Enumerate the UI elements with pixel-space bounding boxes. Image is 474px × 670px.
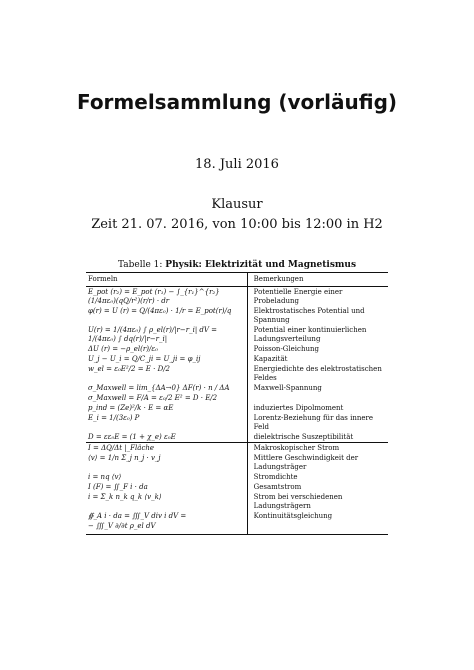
table-caption [0,260,474,270]
table-body-current [86,443,388,535]
formula-cell: p_ind = (Ze)²/k · E = αE [86,403,247,413]
remark-cell: Strom bei verschiedenen Ladungsträgern [253,493,343,510]
remark-cell: Potential einer kontinuierlichen Ladungsverteilung [253,326,367,343]
formula-cell: E_i = 1/(3ε₀) P [86,413,247,432]
table-row [86,511,388,521]
table-row [86,492,388,511]
table-body-electrostatics [86,287,388,443]
table-row [86,393,388,403]
formula-cell: w_el = ε₀E²/2 = E · D/2 [86,364,247,383]
table-row [86,306,388,325]
column-header-remarks: Bemerkungen [247,273,388,287]
table-row [86,403,388,413]
remark-cell: induziertes Dipolmoment [253,404,344,412]
document-date: 18. Juli 2016 [195,157,279,172]
formula-cell: U(r) = 1/(4πε₀) ∫ ρ_el(r)/|r−r_i| dV = 1/(4πε₀) ∫ dq(r)/|r−r_i| [86,325,247,344]
exam-label: Klausur [211,197,263,212]
table-row [86,354,388,364]
formula-cell: σ_Maxwell = F/A = ε₀/2 E² = D · E/2 [86,393,247,403]
formula-cell: E_pot (r₂) = E_pot (r₁) − ∫_{r₁}^{r₂} (1/4πε₀)(qQ/r²)(r/r) · dr [86,287,247,307]
table-row [86,453,388,472]
remark-cell: Elektrostatisches Potential und Spannung [253,307,365,324]
remark-cell: Kapazität [253,355,288,363]
remark-cell [247,393,388,403]
exam-time: Zeit 21. 07. 2016, von 10:00 bis 12:00 in H2 [91,217,383,232]
column-header-formula: Formeln [86,273,247,287]
table-row [86,364,388,383]
formula-cell: ⟨v⟩ = 1/n Σ_j n_j · v_j [86,453,247,472]
table-row [86,413,388,432]
remark-cell: Potentielle Energie einer Probeladung [253,288,343,305]
formula-cell: i = Σ_k n_k q_k ⟨v_k⟩ [86,492,247,511]
remark-cell: Poisson-Gleichung [253,345,319,353]
table-row [86,287,388,307]
formula-cell: ΔU (r) = −ρ_el(r)/ε₀ [86,344,247,354]
remark-cell: Gesamtstrom [253,483,302,491]
formula-cell: − ∭_V ∂/∂t ρ_el dV [86,521,247,535]
caption-title: Physik: Elektrizität und Magnetismus [165,260,357,270]
page-title: Formelsammlung (vorläufig) [76,90,398,114]
formula-cell: φ(r) = U (r) = Q/(4πε₀) · 1/r = E_pot(r)/q [86,306,247,325]
table-row [86,325,388,344]
formula-cell: i = nq ⟨v⟩ [86,472,247,482]
formula-cell: I = ΔQ/Δt |_Fläche [86,443,247,454]
table-row [86,443,388,454]
formula-table [86,272,388,535]
remark-cell: Maxwell-Spannung [253,384,322,392]
formula-cell: D = εε₀E = (1 + χ_e) ε₀E [86,432,247,443]
remark-cell: Energiedichte des elektrostatischen Feldes [253,365,382,382]
caption-prefix: Tabelle 1: [117,260,166,270]
formula-cell: U_j − U_i = Q/C_ji = U_ji = φ_ij [86,354,247,364]
formula-cell: σ_Maxwell = lim_{ΔA→0} ΔF(r) · n / ΔA [86,383,247,393]
remark-cell: Kontinuitätsgleichung [253,512,333,520]
remark-cell: Mittlere Geschwindigkeit der Ladungsträger [253,454,359,471]
formula-cell: ∯_A i · da = ∭_V div i dV = [86,511,247,521]
table-row [86,344,388,354]
remark-cell: dielektrische Suszeptibilität [253,433,354,441]
table-row [86,521,388,535]
table-row [86,432,388,443]
table-row [86,383,388,393]
remark-cell [247,521,388,535]
formula-cell: I (F) = ∬_F i · da [86,482,247,492]
remark-cell: Stromdichte [253,473,298,481]
table-row [86,472,388,482]
remark-cell: Lorentz-Beziehung für das innere Feld [253,414,373,431]
remark-cell: Makroskopischer Strom [247,443,388,454]
table-header-row [86,273,388,287]
table-row [86,482,388,492]
